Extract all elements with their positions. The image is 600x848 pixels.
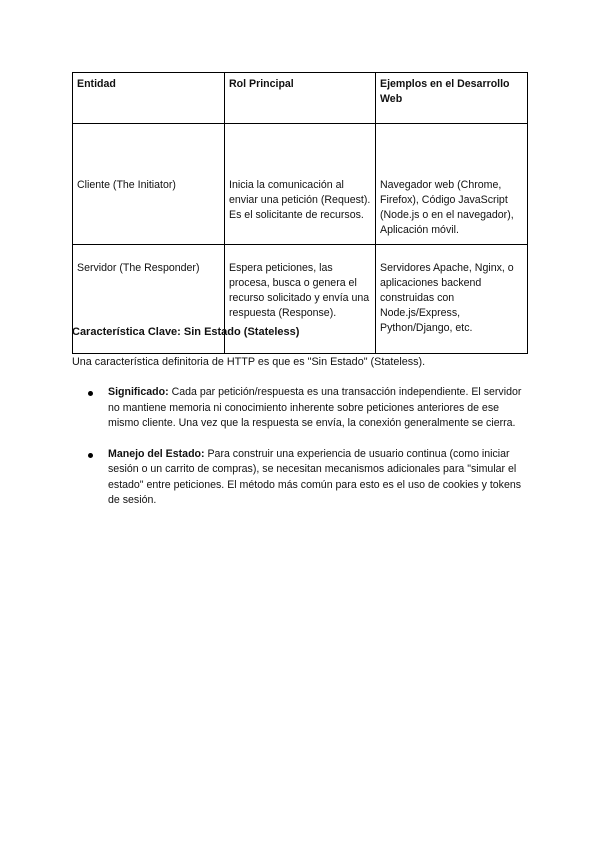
list-item xyxy=(72,385,528,432)
cell-ejemplos: Navegador web (Chrome, Firefox), Código JavaScript (Node.js o en el navegador), Aplicación móvil. xyxy=(376,124,528,245)
cell-rol: Inicia la comunicación al enviar una petición (Request). Es el solicitante de recursos. xyxy=(225,124,376,245)
header-rol-principal: Rol Principal xyxy=(225,73,376,124)
cell-ejemplos: Servidores Apache, Nginx, o aplicaciones backend construidas con Node.js/Express, Python/Django, etc. xyxy=(376,245,528,354)
section-intro: Una característica definitoria de HTTP es que es "Sin Estado" (Stateless). xyxy=(72,356,426,368)
header-ejemplos: Ejemplos en el Desarrollo Web xyxy=(376,73,528,124)
table-row xyxy=(73,124,528,245)
bullet-term: Significado: xyxy=(108,386,169,398)
bullet-list xyxy=(72,385,528,524)
table-header-row xyxy=(73,73,528,124)
bullet-term: Manejo del Estado: xyxy=(108,447,205,460)
list-item xyxy=(72,447,528,509)
bullet-text: Para construir una experiencia de usuario continua (como iniciar sesión o un carrito de compras), se necesitan mecanismos adicionales para "simular el estado" entre peticiones. El método más común para esto es el uso de cookies y tokens de sesión. xyxy=(108,447,522,506)
cell-entidad: Cliente (The Initiator) xyxy=(73,124,225,245)
section-heading: Característica Clave: Sin Estado (Stateless) xyxy=(72,326,300,338)
header-entidad: Entidad xyxy=(73,73,225,124)
bullet-icon xyxy=(88,453,93,458)
cell-rol: Espera peticiones, las procesa, busca o genera el recurso solicitado y envía una respuesta (Response). xyxy=(225,245,376,354)
entities-table xyxy=(72,72,528,354)
bullet-text: Cada par petición/respuesta es una transacción independiente. El servidor no mantiene memoria ni conocimiento inherente sobre peticiones anteriores de ese mismo cliente. Una vez que la respuesta se envía, la conexión generalmente se cierra. xyxy=(108,386,522,429)
bullet-icon xyxy=(88,391,93,396)
cell-entidad: Servidor (The Responder) xyxy=(73,245,225,354)
